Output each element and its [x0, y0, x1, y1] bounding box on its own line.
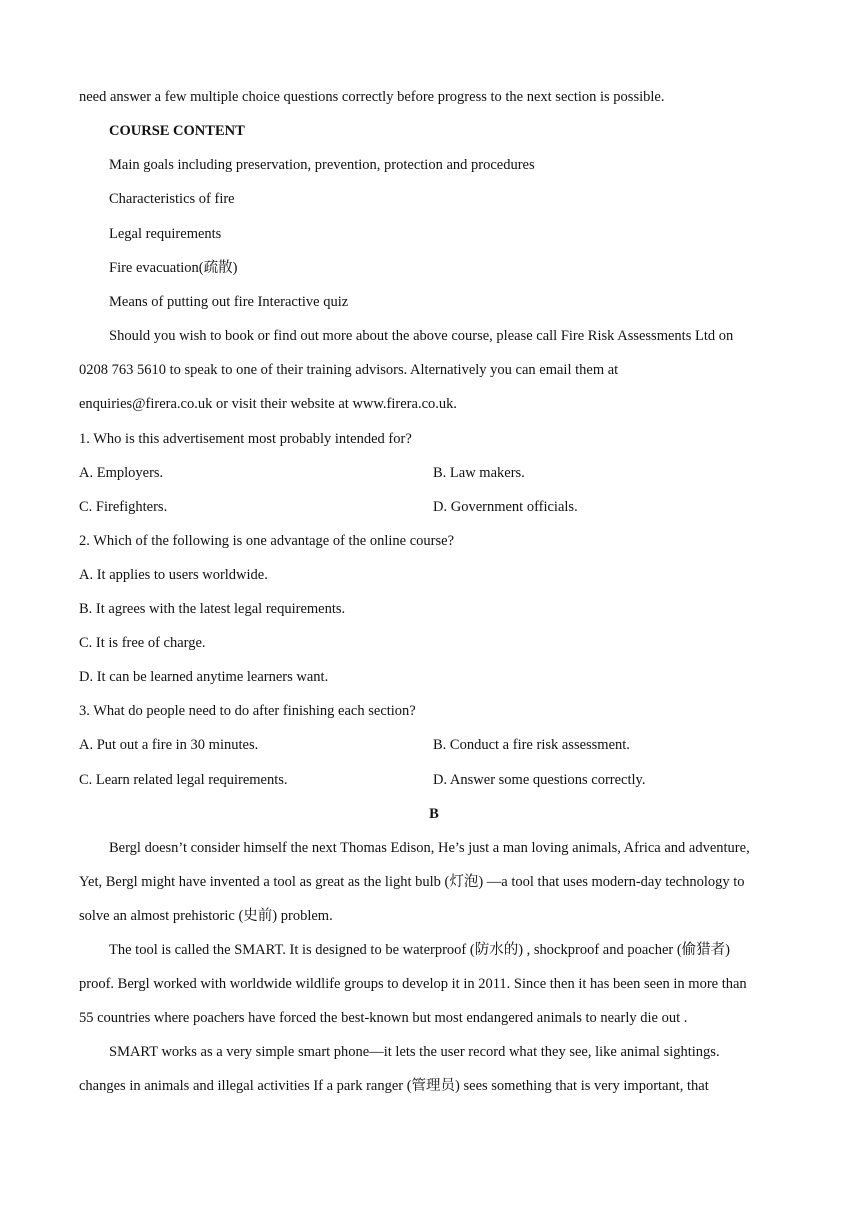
question-stem: 1. Who is this advertisement most probably intended for? — [79, 431, 412, 447]
question-stem: 3. What do people need to do after finishing each section? — [79, 703, 416, 719]
course-content-item: Characteristics of fire — [109, 191, 235, 207]
passage-line: solve an almost prehistoric (史前) problem. — [79, 908, 333, 924]
question-stem: 2. Which of the following is one advantage of the online course? — [79, 533, 455, 549]
passage-line: proof. Bergl worked with worldwide wildlife groups to develop it in 2011. Since then it has been seen in more than — [79, 976, 747, 992]
answer-option: B. It agrees with the latest legal requirements. — [79, 601, 346, 617]
passage-line: SMART works as a very simple smart phone—it lets the user record what they see, like animal sightings. — [109, 1044, 720, 1060]
answer-option: D. Government officials. — [433, 499, 578, 515]
passage-line: 55 countries where poachers have forced the best-known but most endangered animals to nearly die out . — [79, 1010, 688, 1026]
course-content-heading: COURSE CONTENT — [109, 123, 245, 139]
contact-paragraph-line: Should you wish to book or find out more about the above course, please call Fire Risk Assessments Ltd on — [109, 328, 734, 344]
course-content-item: Fire evacuation(疏散) — [109, 260, 238, 276]
answer-option: C. Firefighters. — [79, 499, 168, 515]
contact-paragraph-line: enquiries@firera.co.uk or visit their website at www.firera.co.uk. — [79, 396, 458, 412]
answer-option: D. It can be learned anytime learners want. — [79, 669, 329, 685]
answer-option: A. Put out a fire in 30 minutes. — [79, 737, 259, 753]
answer-option: C. It is free of charge. — [79, 635, 206, 651]
course-content-item: Main goals including preservation, prevention, protection and procedures — [109, 157, 535, 173]
course-content-item: Legal requirements — [109, 226, 222, 242]
answer-option: A. Employers. — [79, 465, 164, 481]
passage-line: Yet, Bergl might have invented a tool as great as the light bulb (灯泡) —a tool that uses modern-day technology to — [79, 874, 745, 890]
continued-paragraph-line: need answer a few multiple choice questions correctly before progress to the next section is possible. — [79, 89, 665, 105]
course-content-item: Means of putting out fire Interactive quiz — [109, 294, 349, 310]
section-b-title: B — [429, 806, 439, 822]
answer-option: B. Law makers. — [433, 465, 525, 481]
passage-line: Bergl doesn’t consider himself the next Thomas Edison, He’s just a man loving animals, Africa and adventure, — [109, 840, 750, 856]
answer-option: D. Answer some questions correctly. — [433, 772, 646, 788]
passage-line: The tool is called the SMART. It is designed to be waterproof (防水的) , shockproof and poacher (偷猎者) — [109, 942, 731, 958]
passage-line: changes in animals and illegal activities If a park ranger (管理员) sees something that is very important, that — [79, 1078, 709, 1094]
contact-paragraph-line: 0208 763 5610 to speak to one of their training advisors. Alternatively you can email them at — [79, 362, 619, 378]
answer-option: C. Learn related legal requirements. — [79, 772, 288, 788]
answer-option: B. Conduct a fire risk assessment. — [433, 737, 630, 753]
answer-option: A. It applies to users worldwide. — [79, 567, 268, 583]
